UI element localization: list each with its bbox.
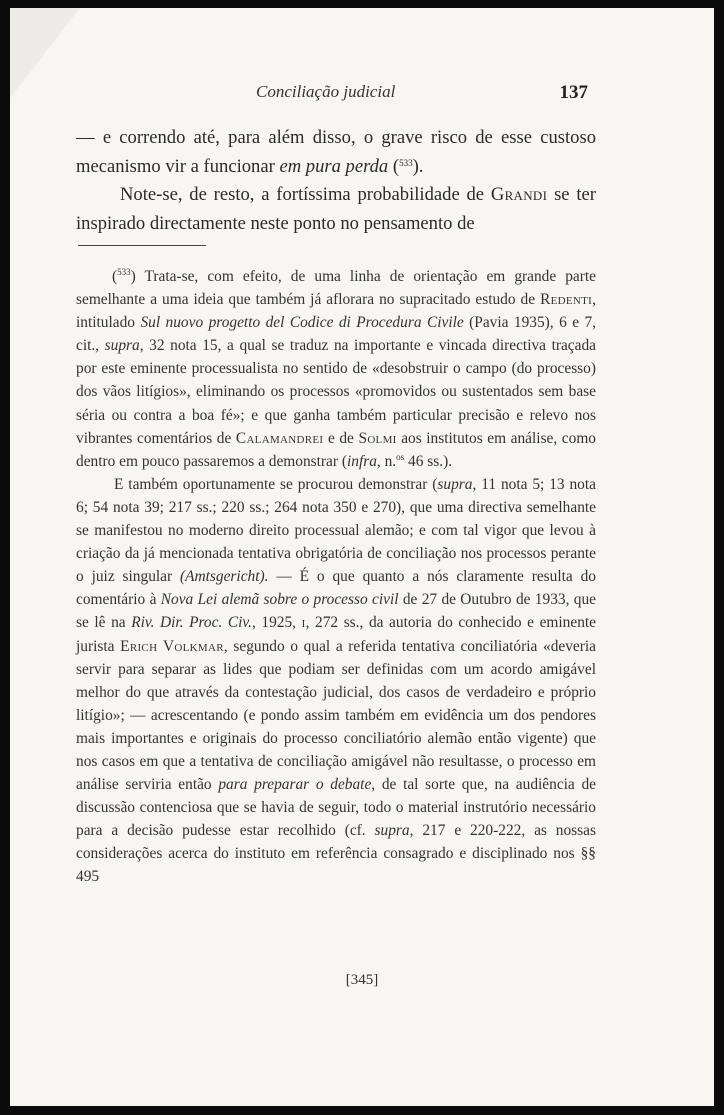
footnote-533: ($^{533}$) Trata-se, com efeito, de uma linha de orientação em grande parte semelhante a uma ideia que também já aflorara no supracitado estudo de Redenti, intitulado Sul nuovo progetto del Codice di Procedura Civile (Pavia 1935), 6 e 7, cit., supra, 32 nota 15, a qual se traduz na importante e vincada directiva traçada por este eminente processualista no sentido de «desobstruir o campo (do processo) dos vãos litígios», eliminando os processos «promovidos ou sustentados sem base séria ou contra a boa fé»; e que ganha também particular precisão e relevo nos vibrantes comentários de Calamandrei e de Solmi aos institutos em análise, como dentro em pouco passaremos a demonstrar (infra, n.$^{os}$ 46 ss.).	[76, 267, 597, 470]
page-header	[10, 82, 714, 106]
running-title: Conciliação judicial	[256, 82, 396, 101]
author-name: Grandi	[490, 184, 548, 205]
page-number: 137	[559, 82, 588, 103]
footnote-ref: 533	[399, 157, 413, 168]
footnote-continuation: E também oportunamente se procurou demonstrar (supra, 11 nota 5; 13 nota 6; 54 nota 39; 217 ss.; 220 ss.; 264 nota 350 e 270), que uma directiva semelhante se manifestou no moderno direito processual alemão; e com tal vigor que levou à criação da já mencionada tentativa obrigatória de conciliação nos processos perante o juiz singular (Amtsgericht). — É o que quanto a nós claramente resulta do comentário à Nova Lei alemã sobre o processo civil de 27 de Outubro de 1933, que se lê na Riv. Dir. Proc. Civ., 1925, i, 272 ss., da autoria do conhecido e eminente jurista Erich Volkmar, segundo o qual a referida tentativa conciliatória «deveria servir para separar as lides que podiam ser definidas com um acordo amigável melhor do que através da contestação judicial, dos casos de verdadeiro e próprio litígio»; — acrescentando (e pondo assim também em evidência um dos pendores mais importantes e originais do processo conciliatório alemão então vigente) que nos casos em que a tentativa de conciliação amigável não resultasse, o processo em análise serviria então para preparar o debate, de tal sorte que, na audiência de discussão contenciosa que se havia de seguir, todo o material instrutório necessário para a decisão pudesse estar recolhido (cf. supra, 217 e 220-222, as nossas considerações acerca do instituto em referência consagrado e disciplinado nos §§ 495	[76, 475, 597, 886]
paragraph-1: — e correndo até, para além disso, o grave risco de esse custoso mecanismo vir a funcionar em pura perda ($^{533}$).	[76, 127, 596, 177]
book-page	[10, 8, 714, 1106]
folio-number: [345]	[345, 972, 379, 988]
main-text	[76, 124, 596, 238]
footnotes	[76, 265, 596, 889]
footnote-rule	[78, 245, 206, 246]
paragraph-2: Note-se, de resto, a fortíssima probabilidade de Grandi se ter inspirado directamente neste ponto no pensamento de	[76, 184, 596, 234]
